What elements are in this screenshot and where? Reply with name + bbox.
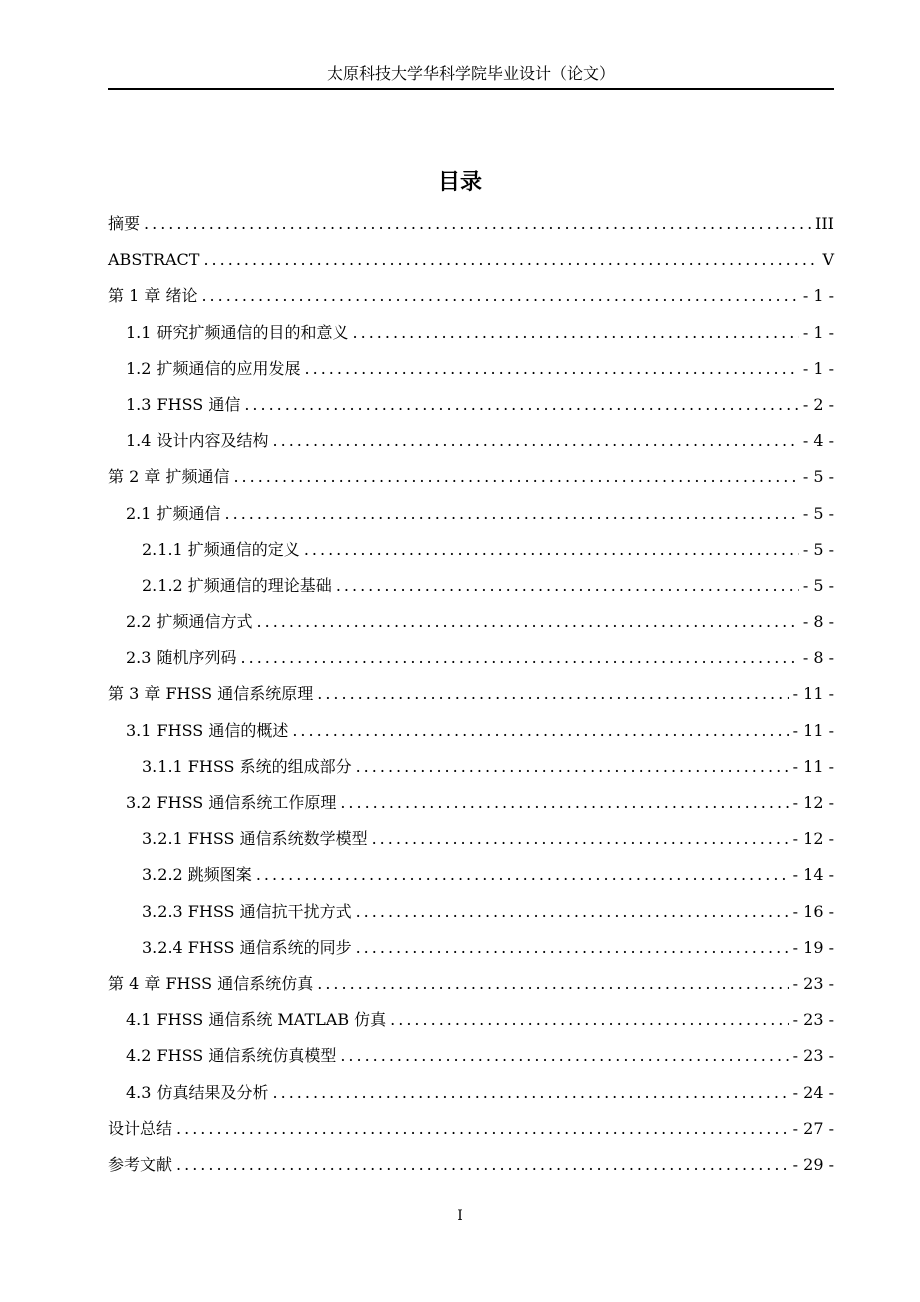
toc-entry-page: - 11 - [792, 684, 834, 704]
toc-dot-leader [340, 1038, 788, 1074]
toc-entry[interactable] [108, 857, 834, 893]
toc-entry-page: - 8 - [802, 648, 834, 668]
toc-entry-page: - 11 - [792, 720, 834, 740]
toc-entry-label: 2.1 扩频通信 [126, 503, 221, 523]
toc-entry-page: III [815, 214, 834, 233]
toc-entry-label: 3.2.3 FHSS 通信抗干扰方式 [142, 901, 352, 921]
toc-dot-leader [144, 206, 811, 242]
toc-dot-leader [340, 785, 788, 821]
toc-entry[interactable] [108, 496, 834, 532]
toc-entry-page: - 2 - [802, 394, 834, 414]
toc-entry[interactable] [108, 640, 834, 676]
toc-entry-label: 3.1 FHSS 通信的概述 [126, 720, 289, 740]
toc-dot-leader [353, 315, 799, 351]
toc-dot-leader [305, 351, 799, 387]
toc-entry[interactable] [108, 930, 834, 966]
toc-entry-label: 4.2 FHSS 通信系统仿真模型 [126, 1046, 337, 1066]
toc-dot-leader [244, 387, 799, 423]
toc-entry[interactable] [108, 1038, 834, 1074]
toc-entry[interactable] [108, 1111, 834, 1147]
toc-entry-page: - 23 - [792, 973, 834, 993]
toc-entry-page: - 5 - [802, 575, 834, 595]
toc-entry[interactable] [108, 821, 834, 857]
toc-entry-label: 2.2 扩频通信方式 [126, 612, 253, 632]
toc-entry[interactable] [108, 568, 834, 604]
toc-entry[interactable] [108, 1075, 834, 1111]
toc-entry-label: 2.1.2 扩频通信的理论基础 [142, 575, 332, 595]
toc-entry-label: 3.2.1 FHSS 通信系统数学模型 [142, 829, 368, 849]
toc-entry-label: 3.2.2 跳频图案 [142, 865, 252, 885]
toc-entry[interactable] [108, 1147, 834, 1183]
toc-dot-leader [256, 857, 789, 893]
toc-dot-leader [273, 423, 799, 459]
toc-entry-page: V [822, 250, 834, 270]
toc-entry-label: 2.3 随机序列码 [126, 648, 237, 668]
page-title: 目录 [437, 170, 482, 195]
toc-entry[interactable] [108, 894, 834, 930]
toc-dot-leader [233, 459, 798, 495]
toc-entry-label: 第 2 章 扩频通信 [108, 467, 230, 487]
toc-entry-page: - 19 - [792, 937, 834, 957]
toc-entry[interactable] [108, 749, 834, 785]
toc-dot-leader [356, 749, 789, 785]
toc-dot-leader [304, 532, 799, 568]
toc-dot-leader [201, 278, 798, 314]
toc-entry-page: - 12 - [792, 829, 834, 849]
toc-entry-label: 3.1.1 FHSS 系统的组成部分 [142, 756, 352, 776]
toc-entry[interactable] [108, 387, 834, 423]
toc-dot-leader [317, 676, 788, 712]
toc-entry[interactable] [108, 351, 834, 387]
toc-dot-leader [273, 1075, 789, 1111]
toc-entry-label: 2.1.1 扩频通信的定义 [142, 539, 300, 559]
toc-entry-label: 摘要 [108, 214, 141, 233]
toc-entry-page: - 24 - [792, 1082, 834, 1102]
toc-entry-page: - 11 - [792, 756, 834, 776]
toc-dot-leader [257, 604, 799, 640]
toc-entry-label: 1.3 FHSS 通信 [126, 394, 241, 414]
toc-dot-leader [225, 496, 799, 532]
table-of-contents [108, 206, 834, 1183]
toc-entry-label: 设计总结 [108, 1118, 173, 1138]
toc-dot-leader [372, 821, 789, 857]
toc-entry[interactable] [108, 676, 834, 712]
toc-entry-page: - 5 - [802, 539, 834, 559]
toc-entry[interactable] [108, 966, 834, 1002]
toc-entry[interactable] [108, 459, 834, 495]
toc-entry-label: 1.2 扩频通信的应用发展 [126, 358, 301, 378]
toc-entry[interactable] [108, 604, 834, 640]
toc-entry-page: - 1 - [802, 286, 834, 306]
toc-entry-page: - 5 - [802, 503, 834, 523]
toc-entry[interactable] [108, 206, 834, 242]
toc-dot-leader [203, 242, 818, 278]
toc-entry[interactable] [108, 532, 834, 568]
toc-entry-label: 1.1 研究扩频通信的目的和意义 [126, 322, 349, 342]
toc-entry[interactable] [108, 785, 834, 821]
toc-entry-page: - 29 - [792, 1154, 834, 1174]
toc-entry[interactable] [108, 713, 834, 749]
toc-dot-leader [390, 1002, 788, 1038]
toc-dot-leader [176, 1147, 789, 1183]
toc-entry[interactable] [108, 315, 834, 351]
toc-dot-leader [176, 1111, 789, 1147]
toc-dot-leader [241, 640, 799, 676]
toc-entry-page: - 23 - [792, 1010, 834, 1030]
toc-dot-leader [356, 930, 789, 966]
toc-entry[interactable] [108, 242, 834, 278]
toc-entry-page: - 14 - [792, 865, 834, 885]
toc-entry[interactable] [108, 1002, 834, 1038]
toc-entry-label: 3.2.4 FHSS 通信系统的同步 [142, 937, 352, 957]
toc-entry-label: 4.1 FHSS 通信系统 MATLAB 仿真 [126, 1010, 387, 1030]
toc-entry-page: - 1 - [802, 322, 834, 342]
toc-dot-leader [356, 894, 789, 930]
toc-entry[interactable] [108, 423, 834, 459]
running-header: 太原科技大学华科学院毕业设计（论文） [326, 64, 615, 83]
toc-entry-label: 第 4 章 FHSS 通信系统仿真 [108, 973, 314, 993]
toc-entry-label: 第 3 章 FHSS 通信系统原理 [108, 684, 314, 704]
toc-entry-page: - 4 - [802, 431, 834, 451]
toc-entry-page: - 12 - [792, 793, 834, 812]
toc-entry-label: 1.4 设计内容及结构 [126, 431, 269, 451]
toc-dot-leader [336, 568, 799, 604]
toc-entry-label: 参考文献 [108, 1154, 173, 1174]
header-rule [108, 88, 834, 90]
toc-entry-label: 3.2 FHSS 通信系统工作原理 [126, 793, 337, 812]
toc-entry-label: ABSTRACT [108, 250, 200, 270]
toc-entry-page: - 27 - [792, 1118, 834, 1138]
toc-entry-label: 4.3 仿真结果及分析 [126, 1082, 269, 1102]
toc-entry[interactable] [108, 278, 834, 314]
toc-entry-page: - 5 - [802, 467, 834, 487]
toc-entry-page: - 1 - [802, 358, 834, 378]
toc-dot-leader [317, 966, 788, 1002]
toc-entry-page: - 16 - [792, 901, 834, 921]
toc-entry-page: - 8 - [802, 612, 834, 632]
toc-entry-label: 第 1 章 绪论 [108, 286, 198, 306]
page-number: I [457, 1208, 463, 1224]
toc-dot-leader [292, 713, 788, 749]
toc-entry-page: - 23 - [792, 1046, 834, 1066]
